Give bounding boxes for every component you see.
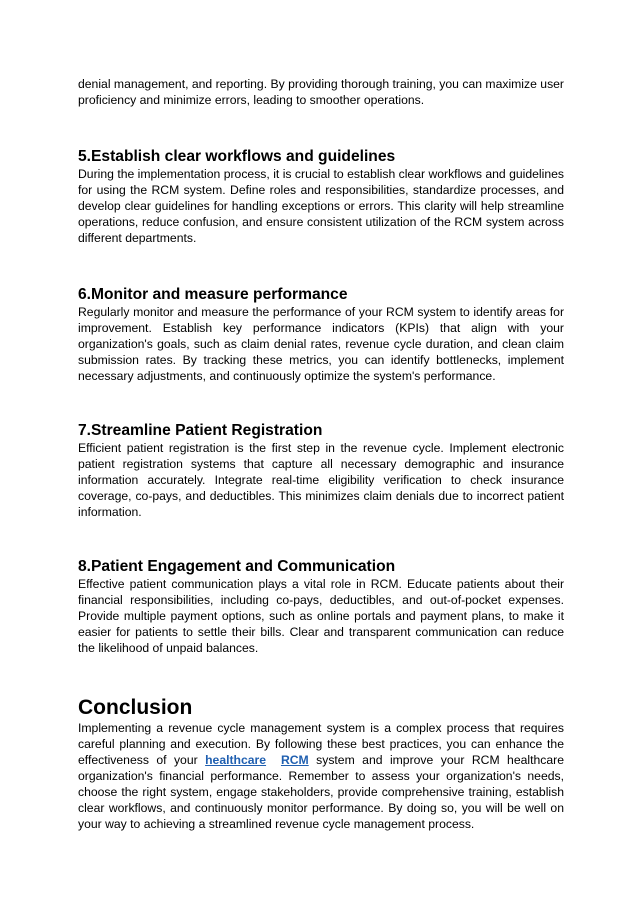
section-6	[78, 286, 564, 384]
conclusion-text-before-link: Implementing a revenue cycle management system is a complex process that requires careful planning and execution. By following these best practices, you can enhance the effectiveness of your	[78, 721, 564, 767]
section-6-body: Regularly monitor and measure the performance of your RCM system to identify areas for improvement. Establish key performance indicators (KPIs) that align with your organization's goals, such as claim denial rates, revenue cycle duration, and clean claim submission rates. By tracking these metrics, you can identify bottlenecks, implement necessary adjustments, and continuously optimize the system's performance.	[78, 305, 564, 383]
conclusion-body	[78, 720, 564, 832]
intro-paragraph-tail: denial management, and reporting. By providing thorough training, you can maximize user proficiency and minimize errors, leading to smoother operations.	[78, 77, 564, 107]
conclusion-text-after-link: system and improve your RCM healthcare organization's financial performance. Remember to assess your organization's needs, choose the right system, engage stakeholders, provide comprehensive training, establish clear workflows, and continuously monitor performance. By doing so, you will be well on your way to achieving a streamlined revenue cycle management process.	[78, 753, 564, 831]
rcm-link[interactable]: RCM	[280, 753, 309, 767]
section-6-heading: 6.Monitor and measure performance	[78, 286, 348, 303]
section-7	[78, 422, 564, 520]
healthcare-link[interactable]: healthcare	[205, 753, 267, 767]
section-8-body: Effective patient communication plays a vital role in RCM. Educate patients about their financial responsibilities, including co-pays, deductibles, and out-of-pocket expenses. Provide multiple payment options, such as online portals and payment plans, to make it easier for patients to settle their bills. Clear and transparent communication can reduce the likelihood of unpaid balances.	[78, 577, 564, 655]
conclusion-section	[78, 696, 564, 832]
section-7-body: Efficient patient registration is the first step in the revenue cycle. Implement electronic patient registration systems that capture all necessary demographic and insurance information accurately. Integrate real-time eligibility verification to check insurance coverage, co-pays, and deductibles. This minimizes claim denials due to incorrect patient information.	[78, 441, 564, 519]
section-8-heading: 8.Patient Engagement and Communication	[78, 558, 396, 575]
section-7-heading: 7.Streamline Patient Registration	[78, 422, 323, 439]
section-8	[78, 558, 564, 656]
section-5	[78, 148, 564, 246]
document-page	[78, 76, 564, 832]
section-5-body: During the implementation process, it is crucial to establish clear workflows and guidelines for using the RCM system. Define roles and responsibilities, standardize processes, and develop clear guidelines for handling exceptions or errors. This clarity will help streamline operations, reduce confusion, and ensure consistent utilization of the RCM system across different departments.	[78, 167, 564, 245]
section-5-heading: 5.Establish clear workflows and guidelines	[78, 148, 396, 165]
conclusion-heading: Conclusion	[78, 696, 193, 719]
